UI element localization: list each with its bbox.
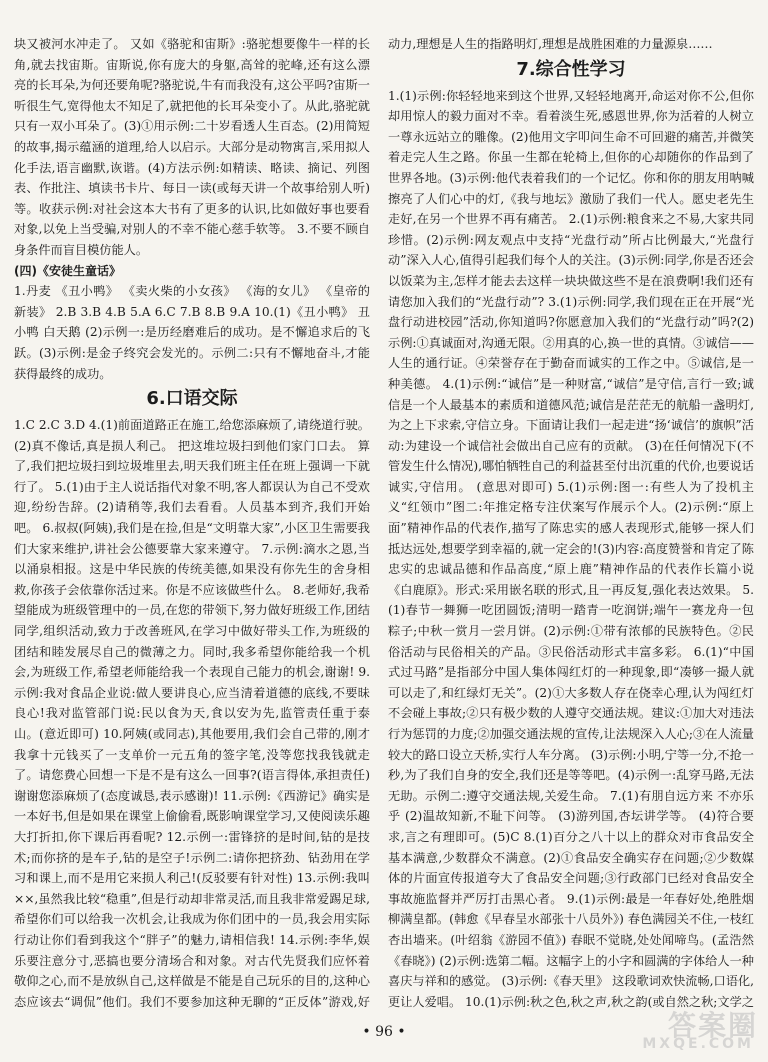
- left-column: [14, 34, 370, 1010]
- watermark-brand: 答案圈: [667, 1009, 758, 1042]
- section-title: 7.综合性学习: [516, 58, 626, 80]
- watermark-site: MXQE.COM: [642, 1036, 754, 1052]
- page-number: • 96 •: [362, 1024, 406, 1040]
- answer-paragraph: 1.(1)示例:你轻轻地来到这个世界,又轻轻地离开,命运对你不公,但你却用惊人的毅力面对不幸。看着淡生死,感恩世界,你为活着的人树立一尊永远站立的雕像。(2)他用文字叩问生命不可回避的痛苦,并微笑着走完人生之路。你虽一生都在轮椅上,但你的心却随你的作品到了世界各地。(3)示例:他代表着我们的一个记忆。你和你的朋友用呐喊擦亮了人们心中的灯,《我与地坛》激励了我们一代人。愿史老先生走好,在另一个世界不再有痛苦。 2.(1)示例:粮食来之不易,大家共同珍惜。(2)示例:网友观点中支持“光盘行动”所占比例最大,“光盘行动”深入人心,值得引起我们每个人的关注。(3)示例:同学,你是否还会以饭菜为主,怎样才能去去这样一块块做这些不是在浪费啊!我们还有请您加入我们的“光盘行动”? 3.(1)示例:同学,我们现在正在开展“光盘行动进校园”活动,你知道吗?你愿意加入我们的“光盘行动”吗?(2)示例:①真诚面对,沟通无限。②用真的心,换一世的真情。③诚信——人生的通行证。④荣誉存在于勤奋而诚实的工作之中。⑤诚信,是一种美德。 4.(1)示例:“诚信”是一种财富,“诚信”是守信,言行一致;诚信是一个人最基本的素质和道德风范;诚信是茫茫无的航船一盏明灯,为之上下求索,守信立身。下面请让我们一起走进“扬‘诚信’的旗帜”活动:为建设一个诚信社会做出自己应有的贡献。 (3)在任何情况下(不管发生什么情况),哪怕牺牲自己的利益甚至付出沉重的代价,也要说话诚实,守信用。 (意思对即可) 5.(1)示例:图一:有些人为了投机主义“红领巾”图二:年推定格专注伏案写作展示个人。(2)示例:“原上面”精神作品的代表作,描写了陈忠实的感人表现形式,能够一探人们抵达远处,想要学到幸福的,就一定会的!(3)内容:高度赞誉和肯定了陈忠实的忠诚品德和作品高度,“原上鹿”精神作品的代表作长篇小说《白鹿原》。形式:采用嵌名联的形式,且一再反复,强化表达效果。 5.(1)春节一舞狮一吃团圆饭;清明一踏青一吃润饼;端午一赛龙舟一包粽子;中秋一赏月一尝月饼。(2)示例:①带有浓郁的民族特色。②民俗活动与民俗相关的产品。③民俗活动形式丰富多彩。 6.(1)“中国式过马路”是指部分中国人集体闯红灯的一种现象,即“凑够一撮人就可以走了,和红绿灯无关”。(2)①大多数人存在侥幸心理,认为闯红灯不会碰上事故;②只有极少数的人遵守交通法规。建议:①加大对违法行为惩罚的力度;②加强交通法规的宣传,让法规深入人心;③在人流量较大的路口设立天桥,实行人车分离。 (3)示例:小明,宁等一分,不抢一秒,为了我们自身的安全,我们还是等等吧。(4)示例一:乱穿马路,无法无助。示例二:遵守交通法规,关爱生命。 7.(1)有朋自远方来 不亦乐乎 (2)温故知新,不耻下问等。 (3)游列国,杏坛讲学等。 (4)符合要求,言之有理即可。(5)C 8.(1)百分之八十以上的群众对市食品安全基本满意,少数群众不满意。(2)①食品安全确实存在问题;②少数媒体的片面宣传报道夸大了食品安全问题;③行政部门已经对食品安全事故施监督并严厉打击黑心者。 9.(1)示例:最是一年春好处,绝胜烟柳满皇都。(韩愈《早春呈水部张十八员外》) 春色满园关不住,一枝红杏出墙来。(叶绍翁《游园不值》) 春眠不觉晓,处处闻啼鸟。(孟浩然《春晓》) (2)示例:选第二幅。这幅字上的小字和圆满的字体给人一种喜庆与祥和的感觉。 (3)示例:《春天里》 这段歌词欢快流畅,口语化,更让人爱唱。 10.(1)示例:秋之色,秋之声,秋之韵(或自然之秋;文学之: [388, 88, 754, 1009]
- answer-paragraph: 1.丹麦 《丑小鸭》 《卖火柴的小女孩》 《海的女儿》 《皇帝的新装》 2.B 3.B 4.B 5.A 6.C 7.B 8.B 9.A 10.(1)《丑小鸭》 丑小鸭 白天鹅 (2)示例一:是历经磨难后的成功。是不懈追求后的飞跃。(3)示例:是金子终究会发光的。示例二:只有不懈地奋斗,才能获得最终的成功。: [14, 284, 370, 381]
- watermark-logo: [608, 1004, 758, 1054]
- answer-paragraph: 块又被河水冲走了。 又如《骆驼和宙斯》:骆驼想要像牛一样的长角,就去找宙斯。宙斯说,你有庞大的身躯,高耸的驼峰,还有这么漂亮的长耳朵,为何还要角呢?骆驼说,牛有而我没有,这公平吗?宙斯一听很生气,宽得他太不知足了,就把他的长耳朵变小了。从此,骆驼就只有一双小耳朵了。(3)①用示例:二十岁看透人生百态。(2)用简短的故事,揭示蕴涵的道理,给人以启示。大部分是动物寓言,采用拟人化手法,语言幽默,诙谐。(4)方法示例:如精读、略读、摘记、列图表、作批注、填读书卡片、每日一读(或每天讲一个故事给别人听)等。收获示例:对社会这本大书有了更多的认识,比如做好事也要看对象,以免上当受骗,对别人的不幸不能心慈手软等。 3.不要不顾自身条件而盲目模仿能人。: [14, 37, 370, 257]
- section-title: 6.口语交际: [146, 388, 238, 410]
- answer-paragraph: 1.C 2.C 3.D 4.(1)前面道路正在施工,给您添麻烦了,请绕道行驶。(2)真不像话,真是损人利己。 把这堆垃圾扫到他们家门口去。 算了,我们把垃圾扫到垃圾堆里去,明天我们班主任在班上强调一下就行了。 5.(1)由于主人说话指代对象不明,客人都误认为自己不受欢迎,纷纷告辞。(2)请稍等,我们去看看。人员基本到齐,我们开始吧。 6.叔叔(阿姨),我们是在捡,但是“文明靠大家”,小区卫生需要我们大家来维护,讲社会公德要靠大家来遵守。 7.示例:滴水之恩,当以涌泉相报。这是中华民族的传统美德,如果没有你先生的舍身相救,你孩子会依靠你活过来。你是不应该做些什么。 8.老师好,我希望能成为班级管理中的一员,在您的带领下,努力做好班级工作,团结同学,组织活动,致力于改善班风,在学习中做好带头工作,为班级的团结和睦发展尽自己的微薄之力。同时,我多希望你能给我一个机会,为班级工作,希望老师能给我一个表现自己能力的机会,谢谢! 9.示例:我对食品企业说:做人要讲良心,应当清着道德的底线,不要昧良心!我对监管部门说:民以食为天,食以安为先,监管责任重于泰山。(意近即可) 10.阿姨(或同志),其他要用,我们会自己带的,刚才我拿十元钱买了一支单价一元五角的签字笔,没等您找我钱就走了。请您费心回想一下是不是有这么一回事?(语言得体,承担责任)谢谢您添麻烦了(态度诚恳,表示感谢)! 11.示例:《西游记》确实是一本好书,但是如果在课堂上偷偷看,既影响课堂学习,又使阅读乐趣大打折扣,你下课后再看呢? 12.示例一:雷锋挤的是时间,钻的是技术;而你挤的是车子,钻的是空子!示例二:请你把挤劲、钻劲用在学习和课上,而不是用它来损人利己!(反驳要有针对性) 13.示例:我叫××,虽然我比较“稳重”,但是行动却非常灵活,而且我非常爱踢足球,希望你们可以给我一次机会,让我成为你们团中的一员,我会用实际行动让你们看到我这个“胖子”的魅力,请相信我! 14.示例:李华,娱乐要注意分寸,恶搞也要分清场合和对象。对古代先贤我们应怀着敬仰之心,而不是放纵自己,这样做是不能是自己玩乐的目的,这种心态应该去“调侃”他们。我们不要参加这种无聊的“正反体”游戏,好: [14, 418, 370, 1009]
- answer-paragraph: 动力,理想是人生的指路明灯,理想是战胜困难的力量源泉……: [388, 37, 713, 51]
- right-column: [388, 34, 754, 1010]
- subsection-title: (四)《安徒生童话》: [14, 263, 121, 278]
